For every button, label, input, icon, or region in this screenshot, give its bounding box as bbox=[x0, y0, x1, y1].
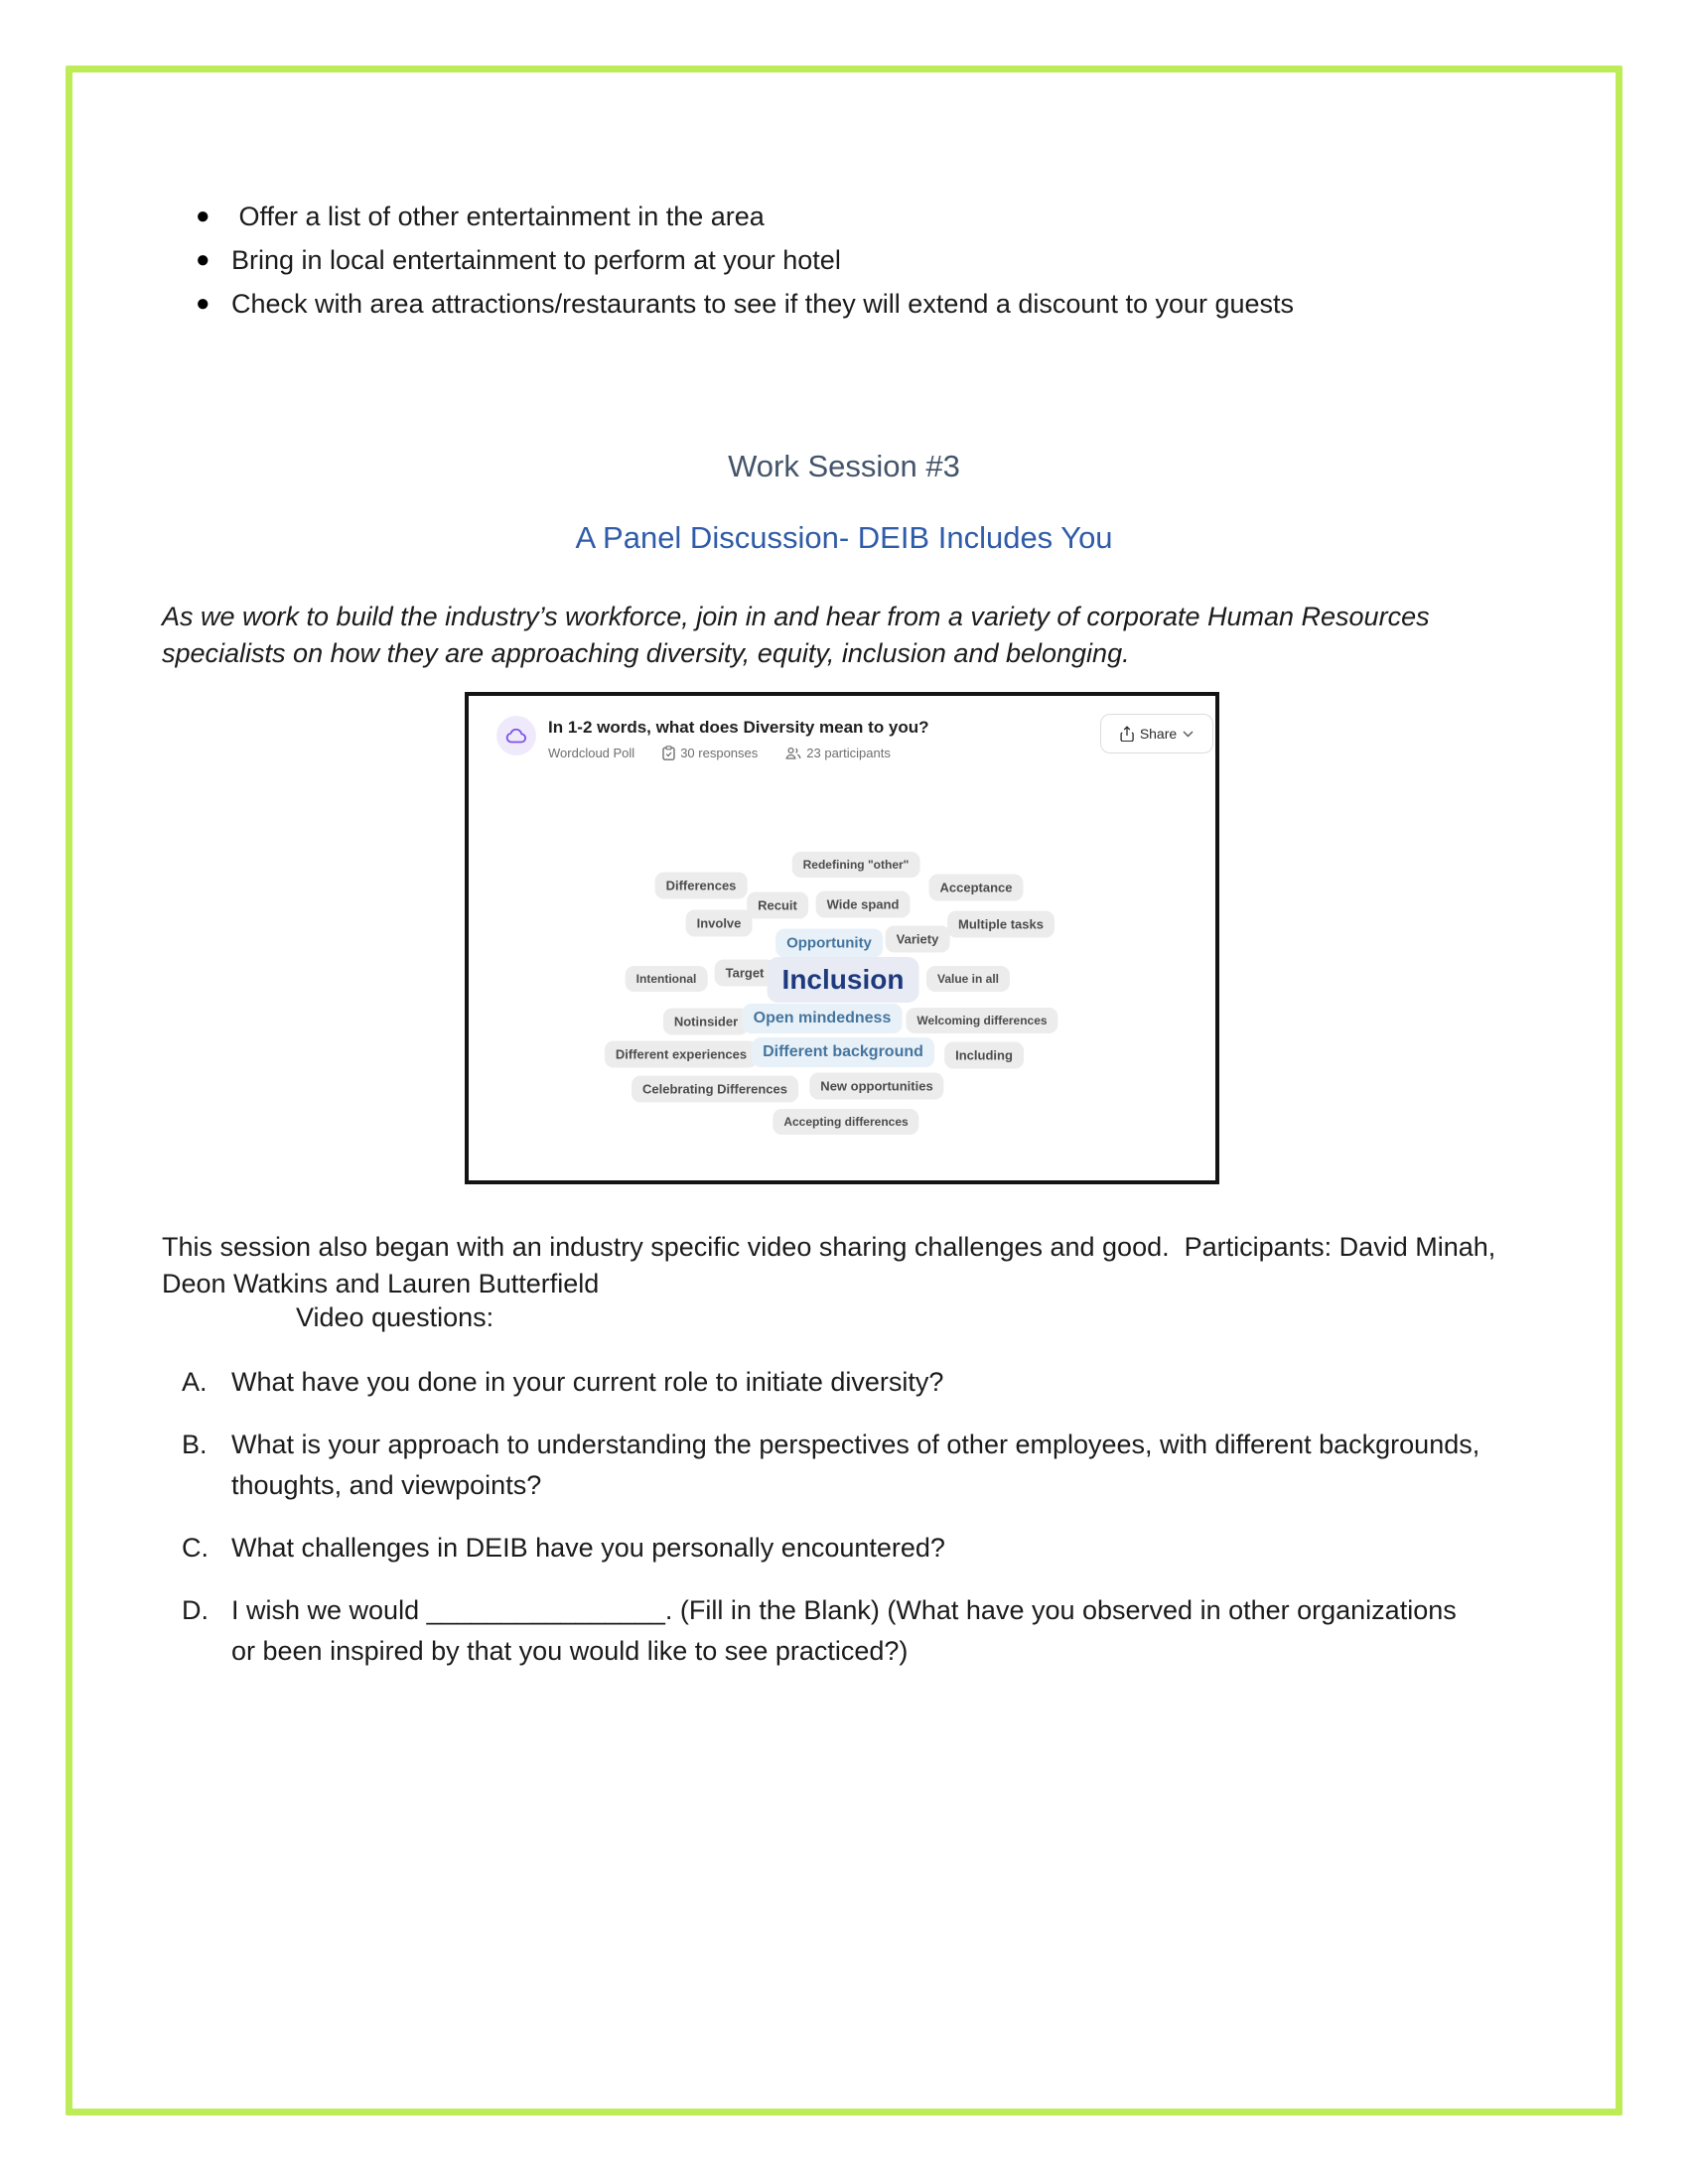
question-item bbox=[182, 1590, 1502, 1672]
bullet-marker: ● bbox=[196, 246, 211, 273]
wordcloud-word: Intentional bbox=[626, 966, 708, 992]
question-item bbox=[182, 1425, 1502, 1506]
cloud-icon bbox=[505, 727, 527, 745]
wordcloud-word: Value in all bbox=[926, 966, 1010, 992]
bullet-marker: ● bbox=[196, 203, 211, 229]
wordcloud-word: Inclusion bbox=[768, 957, 919, 1003]
question-letter: B. bbox=[182, 1430, 208, 1459]
panel-discussion-subtitle: A Panel Discussion- DEIB Includes You bbox=[575, 520, 1113, 555]
bullet-item bbox=[182, 195, 1294, 238]
work-session-title: Work Session #3 bbox=[728, 449, 960, 483]
wordcloud-word: Variety bbox=[886, 926, 950, 953]
question-text: What have you done in your current role to initiate diversity? bbox=[231, 1367, 944, 1397]
question-text: I wish we would ________________. (Fill in the Blank) (What have you observed in other organizations or been inspired by that you would like to see practiced?) bbox=[231, 1595, 1457, 1666]
wordcloud-word: Including bbox=[944, 1042, 1024, 1069]
bullet-marker: ● bbox=[196, 290, 211, 317]
wordcloud-word: Multiple tasks bbox=[947, 911, 1055, 938]
question-letter: C. bbox=[182, 1533, 209, 1563]
wordcloud-word: Open mindedness bbox=[743, 1004, 903, 1033]
question-letter: D. bbox=[182, 1595, 209, 1625]
wordcloud-word: Recuit bbox=[747, 892, 808, 919]
wordcloud-word: Differences bbox=[655, 873, 748, 899]
poll-question: In 1-2 words, what does Diversity mean to you? bbox=[548, 718, 929, 737]
question-item bbox=[182, 1362, 1502, 1403]
question-list bbox=[182, 1362, 1502, 1694]
wordcloud-word: Different background bbox=[752, 1037, 934, 1067]
participants-group bbox=[785, 746, 891, 760]
question-letter: A. bbox=[182, 1367, 208, 1397]
share-label: Share bbox=[1139, 726, 1178, 742]
session-paragraph: This session also began with an industry specific video sharing challenges and good. Participants: David Minah, Deon Watkins and Lauren Butterfield bbox=[162, 1232, 1503, 1298]
bullet-list bbox=[182, 195, 1294, 326]
wordcloud-word: Welcoming differences bbox=[906, 1008, 1057, 1033]
question-item bbox=[182, 1528, 1502, 1569]
wordcloud-word: Target bbox=[715, 960, 775, 987]
responses-group bbox=[662, 746, 758, 760]
wordcloud-word: Involve bbox=[686, 910, 753, 937]
bullet-text: Offer a list of other entertainment in the area bbox=[231, 202, 765, 231]
bullet-item bbox=[182, 238, 1294, 282]
people-icon bbox=[785, 747, 801, 759]
chevron-down-icon bbox=[1183, 731, 1194, 738]
share-button[interactable] bbox=[1100, 714, 1213, 753]
wordcloud-word: Wide spand bbox=[816, 891, 911, 918]
bullet-text: Bring in local entertainment to perform at your hotel bbox=[231, 245, 841, 275]
video-questions-label: Video questions: bbox=[296, 1302, 494, 1332]
wordcloud-poll-icon bbox=[496, 716, 536, 755]
wordcloud-word: Celebrating Differences bbox=[632, 1076, 798, 1103]
clipboard-icon bbox=[662, 746, 675, 760]
wordcloud-word: Acceptance bbox=[929, 875, 1024, 901]
wordcloud-word: Different experiences bbox=[605, 1041, 758, 1068]
bullet-item bbox=[182, 282, 1294, 326]
question-text: What is your approach to understanding the perspectives of other employees, with different backgrounds, thoughts, and viewpoints? bbox=[231, 1430, 1480, 1500]
question-text: What challenges in DEIB have you personally encountered? bbox=[231, 1533, 945, 1563]
wordcloud-word: Notinsider bbox=[663, 1009, 749, 1035]
wordcloud-word: New opportunities bbox=[809, 1073, 943, 1100]
wordcloud-poll-screenshot bbox=[465, 692, 1219, 1184]
share-icon bbox=[1120, 726, 1134, 742]
poll-meta-row bbox=[548, 746, 891, 760]
poll-type-label: Wordcloud Poll bbox=[548, 746, 635, 760]
participants-count: 23 participants bbox=[806, 746, 891, 760]
wordcloud-word: Accepting differences bbox=[773, 1109, 918, 1135]
wordcloud-word: Opportunity bbox=[775, 929, 883, 958]
responses-count: 30 responses bbox=[680, 746, 759, 760]
bullet-text: Check with area attractions/restaurants to see if they will extend a discount to your guests bbox=[231, 289, 1295, 319]
intro-paragraph: As we work to build the industry’s workforce, join in and hear from a variety of corporate Human Resources specialists on how they are approaching diversity, equity, inclusion and belonging. bbox=[162, 602, 1430, 668]
wordcloud-word: Redefining "other" bbox=[792, 852, 920, 878]
